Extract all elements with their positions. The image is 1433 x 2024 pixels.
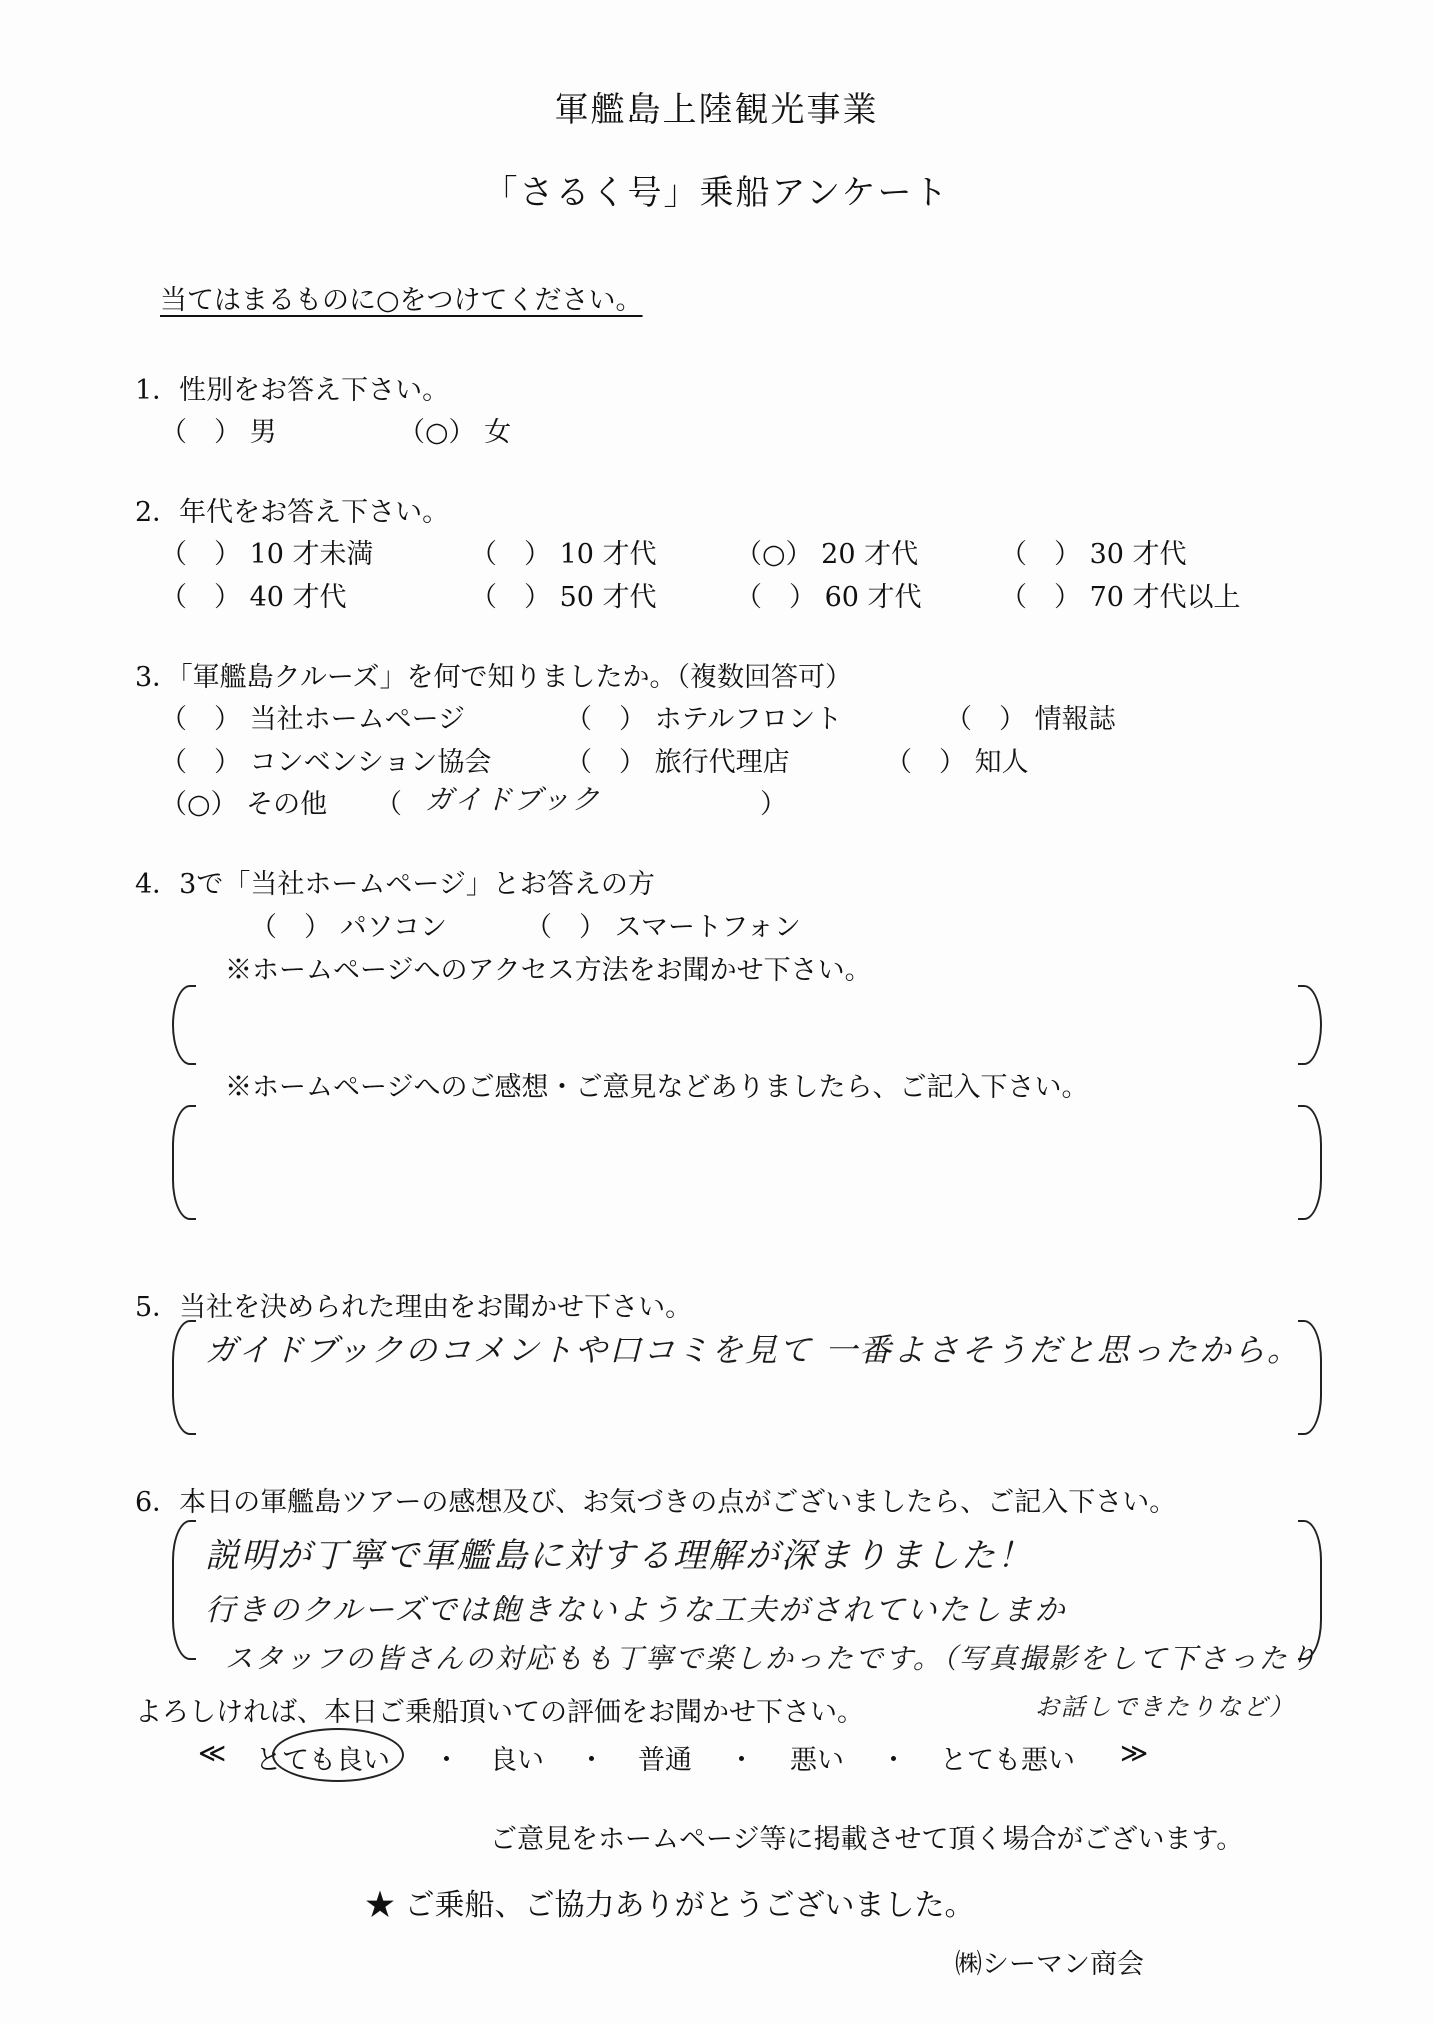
option-label: パソコン	[339, 912, 448, 943]
q5-bracket-left	[172, 1320, 196, 1435]
rating-option-average[interactable]: 普通	[638, 1745, 692, 1776]
option-label: 知人	[974, 747, 1029, 778]
option-mark: （ ）	[565, 704, 646, 735]
footer-notice: ご意見をホームページ等に掲載させて頂く場合がございます。	[490, 1824, 1244, 1855]
option-mark: （ ）	[160, 417, 241, 448]
rating-separator: ・	[880, 1745, 907, 1776]
q4-impression-prompt: ※ホームページへのご感想・ご意見などありましたら、ご記入下さい。	[225, 1072, 1089, 1103]
q4-access-bracket-left	[172, 985, 196, 1065]
q2-option-30s[interactable]	[1000, 532, 1187, 571]
rating-option-very-bad[interactable]: とても悪い	[940, 1745, 1075, 1776]
option-mark: （ ）	[1000, 582, 1081, 613]
q3-option-hotel-front[interactable]	[565, 697, 842, 736]
q2-option-under10[interactable]	[160, 532, 374, 571]
q3-option-acquaintance[interactable]	[885, 740, 1029, 779]
q5-label: 5．当社を決められた理由をお聞かせ下さい。	[135, 1292, 693, 1323]
q2-option-70plus[interactable]	[1000, 575, 1241, 614]
q6-answer-line2[interactable]: 行きのクルーズでは飽きないような工夫がされていたしまか	[205, 1593, 1067, 1628]
option-label: 旅行代理店	[654, 747, 790, 778]
q2-option-10s[interactable]	[470, 532, 657, 571]
rating-separator: ・	[728, 1745, 755, 1776]
rating-open: ≪	[198, 1738, 227, 1769]
q2-option-60s[interactable]	[735, 575, 922, 614]
option-mark: （ ）	[470, 582, 551, 613]
option-mark: （○）	[398, 417, 476, 448]
q3-option-magazine[interactable]	[945, 697, 1116, 736]
q4-label: 4．3で「当社ホームページ」とお答えの方	[135, 869, 655, 900]
q3-label: 3．「軍艦島クルーズ」を何で知りましたか。（複数回答可）	[135, 662, 853, 693]
option-mark: （ ）	[160, 704, 241, 735]
rating-selected-circle	[272, 1728, 404, 1782]
footer-thanks: ★ ご乗船、ご協力ありがとうございました。	[365, 1888, 975, 1923]
q5-answer[interactable]: ガイドブックのコメントや口コミを見て 一番よさそうだと思ったから。	[205, 1331, 1302, 1369]
q4-access-bracket-right	[1298, 985, 1322, 1065]
q6-answer-line1[interactable]: 説明が丁寧で軍艦島に対する理解が深まりました！	[205, 1536, 1033, 1576]
option-label: 50 才代	[559, 582, 657, 613]
q6-label: 6．本日の軍艦島ツアーの感想及び、お気づきの点がございましたら、ご記入下さい。	[135, 1487, 1177, 1518]
title-line1: 軍艦島上陸観光事業	[554, 90, 879, 130]
rating-prompt: よろしければ、本日ご乗船頂いての評価をお聞かせ下さい。	[135, 1697, 864, 1728]
option-mark: （ ）	[565, 747, 646, 778]
rating-separator: ・	[578, 1745, 605, 1776]
option-label: その他	[246, 789, 328, 820]
q4-impression-bracket-right	[1298, 1105, 1322, 1220]
option-mark: （ ）	[735, 582, 816, 613]
option-mark: （ ）	[250, 912, 331, 943]
option-mark: （○）	[160, 789, 238, 820]
q3-option-other[interactable]	[160, 782, 327, 821]
rating-option-very-good[interactable]: とても良い	[255, 1745, 390, 1776]
q4-option-pc[interactable]	[250, 905, 447, 944]
q3-other-close: ）	[760, 789, 787, 820]
q2-option-50s[interactable]	[470, 575, 657, 614]
q3-other-open: （	[375, 789, 402, 820]
q6-answer-line3[interactable]: スタッフの皆さんの対応もも丁寧で楽しかったです。（写真撮影をして下さったり	[225, 1642, 1319, 1675]
option-mark: （○）	[735, 539, 813, 570]
option-label: 10 才代	[559, 539, 657, 570]
option-label: 男	[249, 417, 277, 448]
option-label: 60 才代	[824, 582, 922, 613]
q5-bracket-right	[1298, 1320, 1322, 1435]
option-mark: （ ）	[160, 539, 241, 570]
option-label: 情報誌	[1034, 704, 1116, 735]
q2-label: 2．年代をお答え下さい。	[135, 497, 450, 528]
q3-option-homepage[interactable]	[160, 697, 465, 736]
q3-other-answer[interactable]: ガイドブック	[425, 783, 602, 816]
option-label: 20 才代	[821, 539, 919, 570]
option-label: 女	[484, 417, 512, 448]
option-mark: （ ）	[525, 912, 606, 943]
instruction: 当てはまるものに○をつけてください。	[160, 285, 643, 316]
q4-option-smartphone[interactable]	[525, 905, 801, 944]
rating-option-good[interactable]: 良い	[490, 1745, 544, 1776]
option-mark: （ ）	[160, 582, 241, 613]
q3-option-travel-agency[interactable]	[565, 740, 790, 779]
q4-impression-bracket-left	[172, 1105, 196, 1220]
q1-option-female[interactable]	[398, 410, 511, 449]
option-label: ホテルフロント	[654, 704, 843, 735]
option-label: コンベンション協会	[249, 747, 492, 778]
option-label: 10 才未満	[249, 539, 374, 570]
rating-close: ≫	[1120, 1738, 1149, 1769]
title-line2: 「さるく号」乗船アンケート	[483, 173, 950, 213]
q6-answer-line4[interactable]: お話しできたりなど）	[1035, 1693, 1295, 1721]
option-label: スマートフォン	[614, 912, 801, 943]
q3-option-convention[interactable]	[160, 740, 491, 779]
option-mark: （ ）	[945, 704, 1026, 735]
rating-option-bad[interactable]: 悪い	[790, 1745, 844, 1776]
option-label: 40 才代	[249, 582, 347, 613]
option-mark: （ ）	[885, 747, 966, 778]
option-mark: （ ）	[1000, 539, 1081, 570]
option-mark: （ ）	[470, 539, 551, 570]
option-mark: （ ）	[160, 747, 241, 778]
footer-company: ㈱シーマン商会	[955, 1949, 1144, 1980]
q4-access-prompt: ※ホームページへのアクセス方法をお聞かせ下さい。	[225, 955, 872, 986]
option-label: 30 才代	[1089, 539, 1187, 570]
option-label: 70 才代以上	[1089, 582, 1241, 613]
rating-separator: ・	[433, 1745, 460, 1776]
option-label: 当社ホームページ	[249, 704, 466, 735]
q6-bracket-left	[172, 1520, 196, 1660]
q2-option-40s[interactable]	[160, 575, 347, 614]
q2-option-20s[interactable]	[735, 532, 918, 571]
q1-option-male[interactable]	[160, 410, 277, 449]
q1-label: 1．性別をお答え下さい。	[135, 375, 450, 406]
